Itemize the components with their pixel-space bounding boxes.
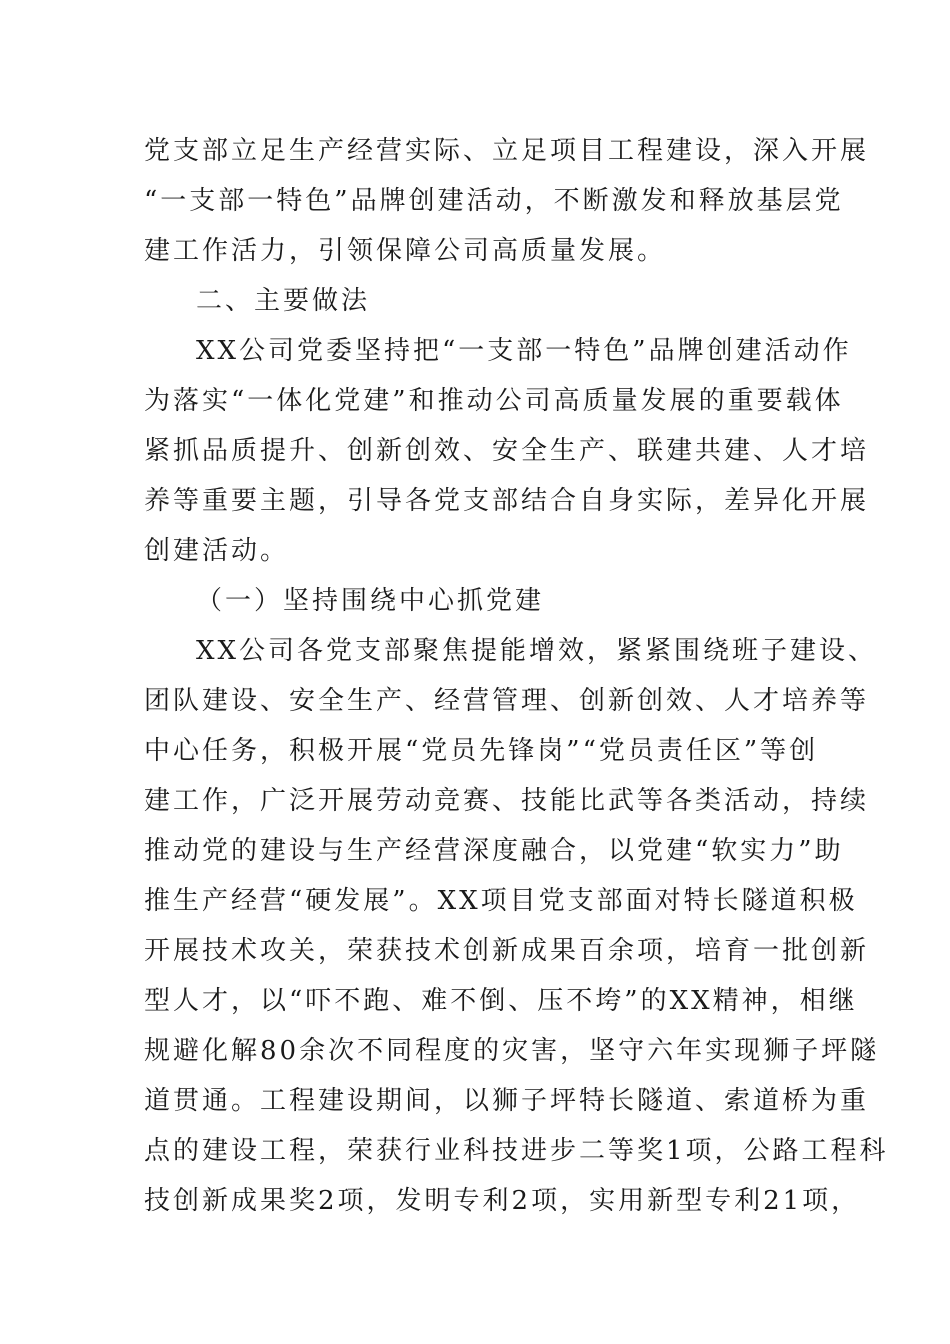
paragraph-line: 建工作，广泛开展劳动竞赛、技能比武等各类活动，持续 bbox=[144, 786, 870, 816]
paragraph-line: 为落实“一体化党建”和推动公司高质量发展的重要载体 bbox=[144, 386, 844, 416]
paragraph-line: 中心任务，积极开展“党员先锋岗”“党员责任区”等创 bbox=[144, 736, 819, 766]
paragraph-line: 建工作活力，引领保障公司高质量发展。 bbox=[144, 236, 667, 266]
paragraph-line: 技创新成果奖2项，发明专利2项，实用新型专利21项， bbox=[144, 1186, 861, 1216]
paragraph-line: 推生产经营“硬发展”。XX项目党支部面对特长隧道积极 bbox=[144, 886, 858, 916]
subsection-heading: （一）坚持围绕中心抓党建 bbox=[196, 586, 545, 616]
paragraph-line: XX公司各党支部聚焦提能增效，紧紧围绕班子建设、 bbox=[196, 636, 878, 666]
paragraph-line: 紧抓品质提升、创新创效、安全生产、联建共建、人才培 bbox=[144, 436, 870, 466]
paragraph-line: XX公司党委坚持把“一支部一特色”品牌创建活动作 bbox=[196, 336, 852, 366]
paragraph-line: 型人才，以“吓不跑、难不倒、压不垮”的XX精神，相继 bbox=[144, 986, 858, 1016]
paragraph-line: 规避化解80余次不同程度的灾害，坚守六年实现狮子坪隧 bbox=[144, 1036, 880, 1066]
paragraph-line: 团队建设、安全生产、经营管理、创新创效、人才培养等 bbox=[144, 686, 870, 716]
paragraph-line: 点的建设工程，荣获行业科技进步二等奖1项，公路工程科 bbox=[144, 1136, 889, 1166]
paragraph-line: 推动党的建设与生产经营深度融合，以党建“软实力”助 bbox=[144, 836, 844, 866]
section-heading: 二、主要做法 bbox=[196, 286, 371, 316]
paragraph-line: “一支部一特色”品牌创建活动，不断激发和释放基层党 bbox=[144, 186, 844, 216]
paragraph-line: 道贯通。工程建设期间，以狮子坪特长隧道、索道桥为重 bbox=[144, 1086, 870, 1116]
paragraph-line: 养等重要主题，引导各党支部结合自身实际，差异化开展 bbox=[144, 486, 870, 516]
paragraph-line: 开展技术攻关，荣获技术创新成果百余项，培育一批创新 bbox=[144, 936, 870, 966]
paragraph-line: 创建活动。 bbox=[144, 536, 290, 566]
paragraph-line: 党支部立足生产经营实际、立足项目工程建设，深入开展 bbox=[144, 136, 870, 166]
